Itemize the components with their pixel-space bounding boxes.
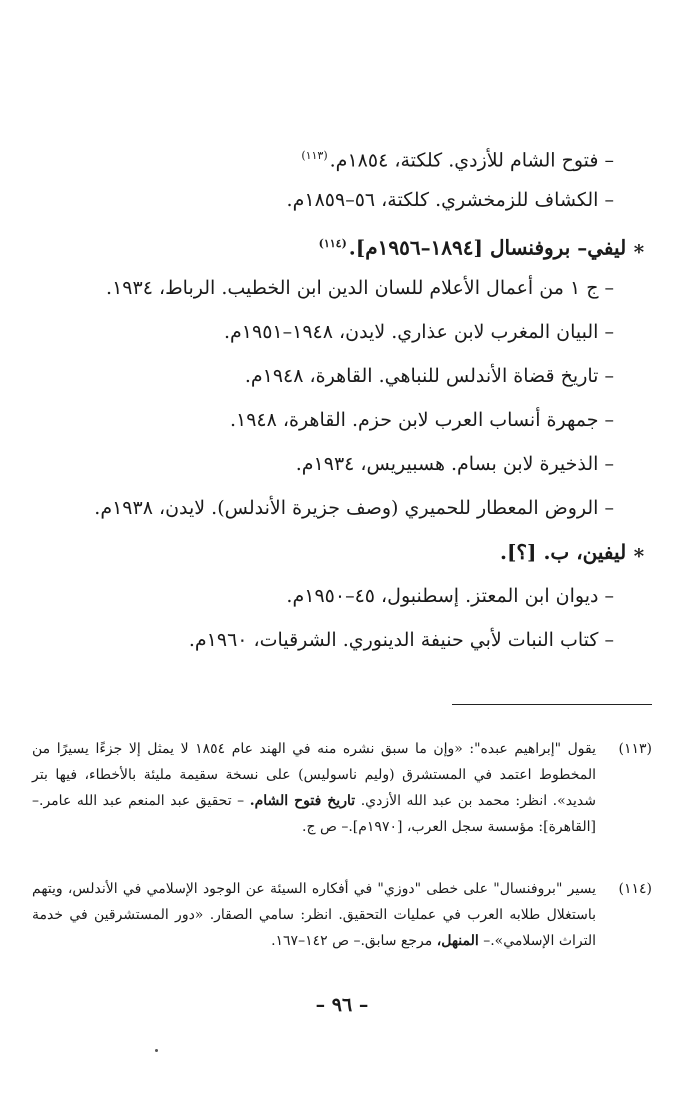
entry-text: – جمهرة أنساب العرب لابن حزم. القاهرة، ١٩٤٨. bbox=[229, 409, 614, 431]
entry-al-rawd-al-mitar bbox=[94, 495, 614, 521]
entry-text: – ج ١ من أعمال الأعلام للسان الدين ابن الخطيب. الرباط، ١٩٣٤. bbox=[106, 277, 614, 299]
footnote-bold-title: المنهل، bbox=[436, 933, 479, 949]
entry-al-dhakhira bbox=[296, 451, 614, 477]
footnote-text: يقول "إبراهيم عبده": «وإن ما سبق نشره منه في الهند عام ١٨٥٤ لا يمثل إلا جزءًا يسيرًا من المخطوط اعتمد في المستشرق (وليم ناسوليس) على نسخة سقيمة مليئة بالأخطاء، فيها بتر شديد». انظر: محمد بن عبد الله الأزدي. bbox=[32, 741, 597, 809]
footnote-text: يسير "بروفنسال" على خطى "دوزي" في أفكاره السيئة عن الوجود الإسلامي في الأندلس، ويتهم باستغلال طلابه العرب في عمليات التحقيق. انظر: سامي الصقار. «دور المستشرقين في خدمة التراث الإسلامي».– bbox=[32, 881, 596, 949]
entry-kitab-al-nabat bbox=[189, 627, 614, 653]
footnote-113 bbox=[32, 736, 652, 840]
entry-diwan-ibn-al-mutazz bbox=[286, 583, 614, 609]
entry-al-bayan-al-mughrib bbox=[224, 319, 614, 345]
entry-amal-al-alam bbox=[106, 275, 614, 301]
entry-text: – فتوح الشام للأزدي. كلكتة، ١٨٥٤م. bbox=[329, 149, 614, 172]
footnote-text: – تحقيق عبد المنعم عبد الله عامر.– [القاهرة]: مؤسسة سجل العرب، [١٩٧٠م].– ص ج. bbox=[32, 793, 596, 835]
entry-al-kashshaf bbox=[287, 187, 614, 213]
entry-text: – كتاب النبات لأبي حنيفة الدينوري. الشرقيات، ١٩٦٠م. bbox=[188, 629, 614, 651]
speck bbox=[155, 1049, 158, 1052]
entry-text: – الذخيرة لابن بسام. هسبيريس، ١٩٣٤م. bbox=[295, 453, 614, 475]
heading-levin bbox=[500, 539, 646, 565]
entry-futuh-al-sham bbox=[301, 143, 614, 173]
footnote-body bbox=[32, 736, 596, 840]
heading-text: ليفي– بروفنسال [١٨٩٤–١٩٥٦م]. bbox=[348, 235, 627, 260]
heading-levi-provencal bbox=[319, 231, 646, 261]
footnote-ref: (١١٣) bbox=[301, 149, 328, 162]
star-bullet: ∗ bbox=[632, 540, 646, 564]
footnote-114 bbox=[32, 876, 652, 954]
page-number: – ٩٦ – bbox=[315, 994, 369, 1016]
footnote-number: (١١٣) bbox=[618, 741, 652, 757]
entry-tarikh-qudat bbox=[245, 363, 614, 389]
entry-text: – البيان المغرب لابن عذاري. لايدن، ١٩٤٨–١٩٥١م. bbox=[223, 321, 614, 343]
entry-text: – تاريخ قضاة الأندلس للنباهي. القاهرة، ١٩٤٨م. bbox=[244, 365, 614, 387]
footnote-body bbox=[32, 876, 596, 954]
footnote-bold-title: تاريخ فتوح الشام. bbox=[249, 793, 356, 809]
star-bullet: ∗ bbox=[632, 235, 646, 260]
entry-text: – الروض المعطار للحميري (وصف جزيرة الأندلس). لايدن، ١٩٣٨م. bbox=[94, 497, 614, 519]
footnote-separator bbox=[452, 704, 652, 705]
entry-text: – ديوان ابن المعتز. إسطنبول، ٤٥–١٩٥٠م. bbox=[286, 585, 614, 607]
footnote-ref: (١١٤) bbox=[318, 237, 347, 250]
footnote-number: (١١٤) bbox=[618, 881, 652, 897]
heading-text: ليفين، ب. [؟]. bbox=[499, 540, 627, 564]
footnote-text: مرجع سابق.– ص ١٤٢–١٦٧. bbox=[271, 933, 433, 949]
entry-jamharat-ansab bbox=[230, 407, 614, 433]
entry-text: – الكشاف للزمخشري. كلكتة، ٥٦–١٨٥٩م. bbox=[286, 189, 614, 211]
